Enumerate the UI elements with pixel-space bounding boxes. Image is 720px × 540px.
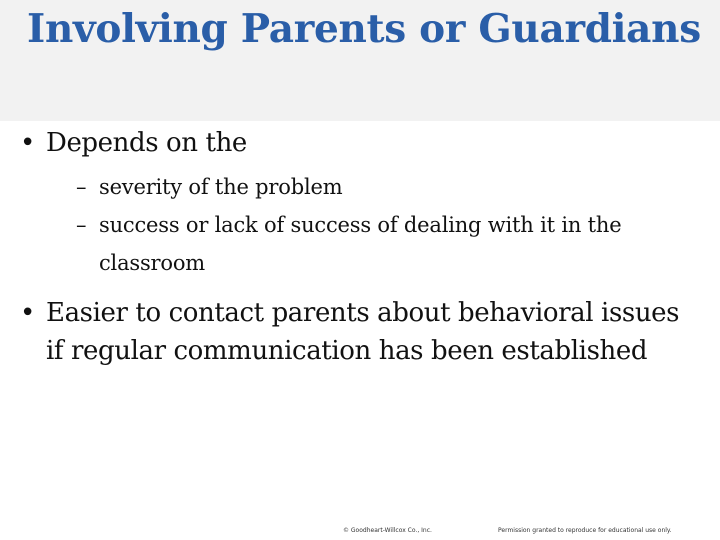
slide-title: Involving Parents or Guardians xyxy=(27,6,701,52)
dash-icon: – xyxy=(76,213,87,237)
bullet-item-depends xyxy=(20,124,680,282)
bullet-icon: • xyxy=(20,128,35,158)
sub-bullet-item-severity xyxy=(46,168,639,206)
bullet-text: Easier to contact parents about behavioral issues if regular communication has been established xyxy=(46,298,680,366)
footer-copyright: © Goodheart-Willcox Co., Inc. xyxy=(343,527,432,534)
footer-permission: Permission granted to reproduce for educational use only. xyxy=(498,527,672,534)
sub-bullet-list xyxy=(46,168,680,282)
bullet-icon: • xyxy=(20,298,35,328)
sub-bullet-text: success or lack of success of dealing with it in the classroom xyxy=(99,213,622,275)
dash-icon: – xyxy=(76,175,87,199)
sub-bullet-text: severity of the problem xyxy=(99,175,343,199)
sub-bullet-item-success xyxy=(46,206,639,282)
bullet-list xyxy=(20,124,680,370)
bullet-text: Depends on the xyxy=(46,128,247,158)
bullet-item-easier xyxy=(20,294,680,370)
